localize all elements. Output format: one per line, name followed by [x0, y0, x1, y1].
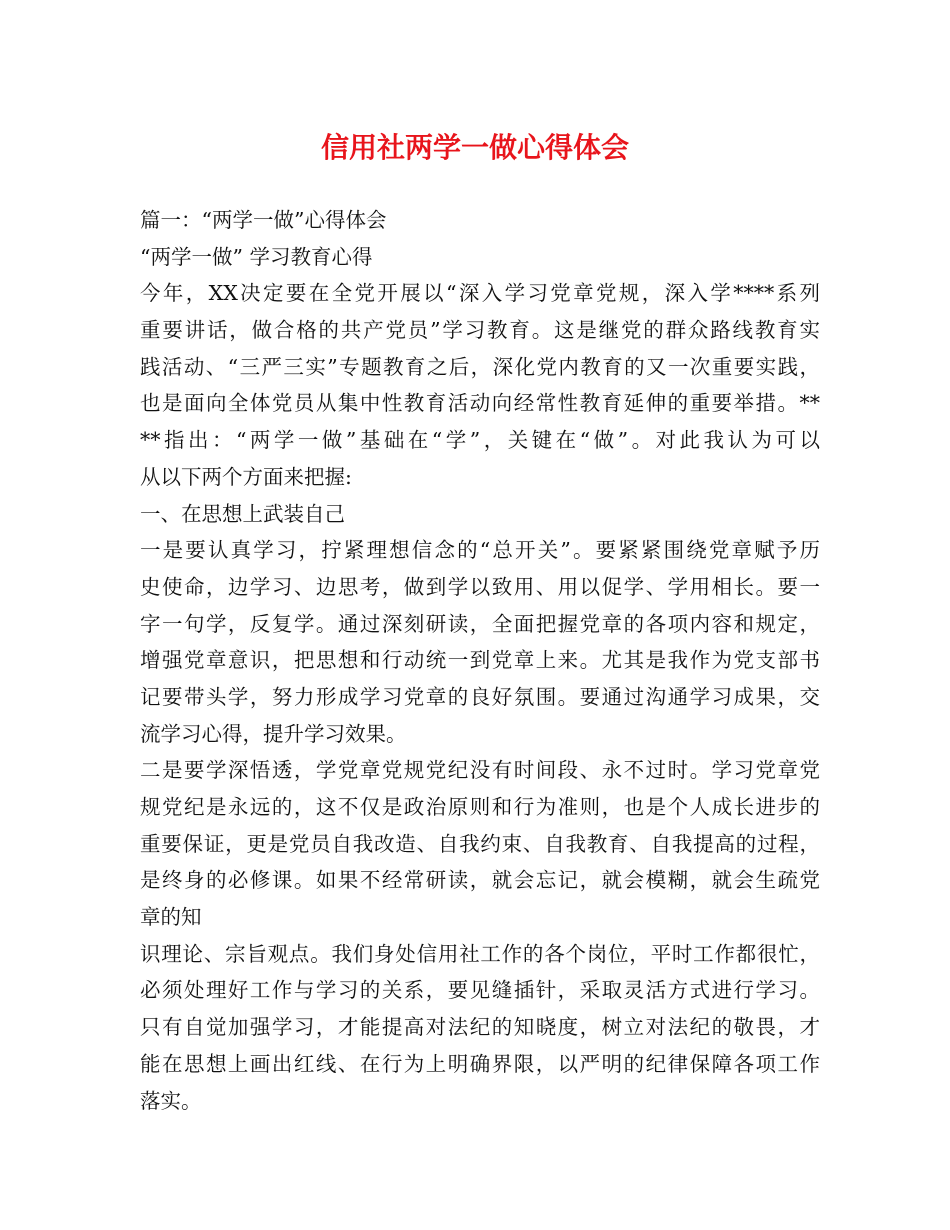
- text-line: 践活动、“三严三实”专题教育之后，深化党内教育的又一次重要实践，: [140, 354, 820, 379]
- text-line: 也是面向全体党员从集中性教育活动向经常性教育延伸的重要举措。**: [140, 391, 820, 416]
- text-line: 重要讲话，做合格的共产党员”学习教育。这是继党的群众路线教育实: [140, 318, 820, 343]
- text-line: 落实。: [140, 1088, 202, 1113]
- text-line: 必须处理好工作与学习的关系，要见缝插针，采取灵活方式进行学习。: [140, 978, 820, 1003]
- text-line: 规党纪是永远的，这不仅是政治原则和行为准则，也是个人成长进步的: [140, 795, 820, 819]
- document-body: [140, 202, 820, 1119]
- text-line: 一是要认真学习，拧紧理想信念的“总开关”。要紧紧围绕党章赋予历: [140, 538, 820, 563]
- text-line: 流学习心得，提升学习效果。: [140, 721, 407, 746]
- text-line: 篇一：“两学一做”心得体会: [140, 208, 387, 232]
- text-line: 一、在思想上武装自己: [140, 501, 345, 526]
- text-line: 重要保证，更是党员自我改造、自我约束、自我教育、自我提高的过程，: [140, 831, 820, 856]
- text-line: 记要带头学，努力形成学习党章的良好氛围。要通过沟通学习成果，交: [140, 684, 820, 709]
- text-line: 只有自觉加强学习，才能提高对法纪的知晓度，树立对法纪的敬畏，才: [140, 1015, 820, 1040]
- text-line: 章的知: [140, 905, 202, 930]
- text-line: 从以下两个方面来把握:: [140, 464, 352, 489]
- text-line: 识理论、宗旨观点。我们身处信用社工作的各个岗位，平时工作都很忙，: [140, 941, 820, 966]
- text-line: 史使命，边学习、边思考，做到学以致用、用以促学、学用相长。要一: [140, 574, 820, 599]
- document-title: 信用社两学一做心得体会: [320, 131, 629, 164]
- text-line: 今年，XX决定要在全党开展以“深入学习党章党规，深入学****系列: [140, 281, 820, 306]
- text-line: 二是要学深悟透，学党章党规党纪没有时间段、永不过时。学习党章党: [140, 758, 820, 783]
- text-line: 增强党章意识，把思想和行动统一到党章上来。尤其是我作为党支部书: [140, 648, 820, 673]
- text-line: 是终身的必修课。如果不经常研读，就会忘记，就会模糊，就会生疏党: [140, 868, 820, 893]
- text-line: 能在思想上画出红线、在行为上明确界限，以严明的纪律保障各项工作: [140, 1051, 820, 1076]
- text-line: **指出：“两学一做”基础在“学”，关键在“做”。对此我认为可以: [140, 428, 820, 453]
- text-line: “两学一做” 学习教育心得: [140, 244, 373, 269]
- text-line: 字一句学，反复学。通过深刻研读，全面把握党章的各项内容和规定，: [140, 611, 820, 636]
